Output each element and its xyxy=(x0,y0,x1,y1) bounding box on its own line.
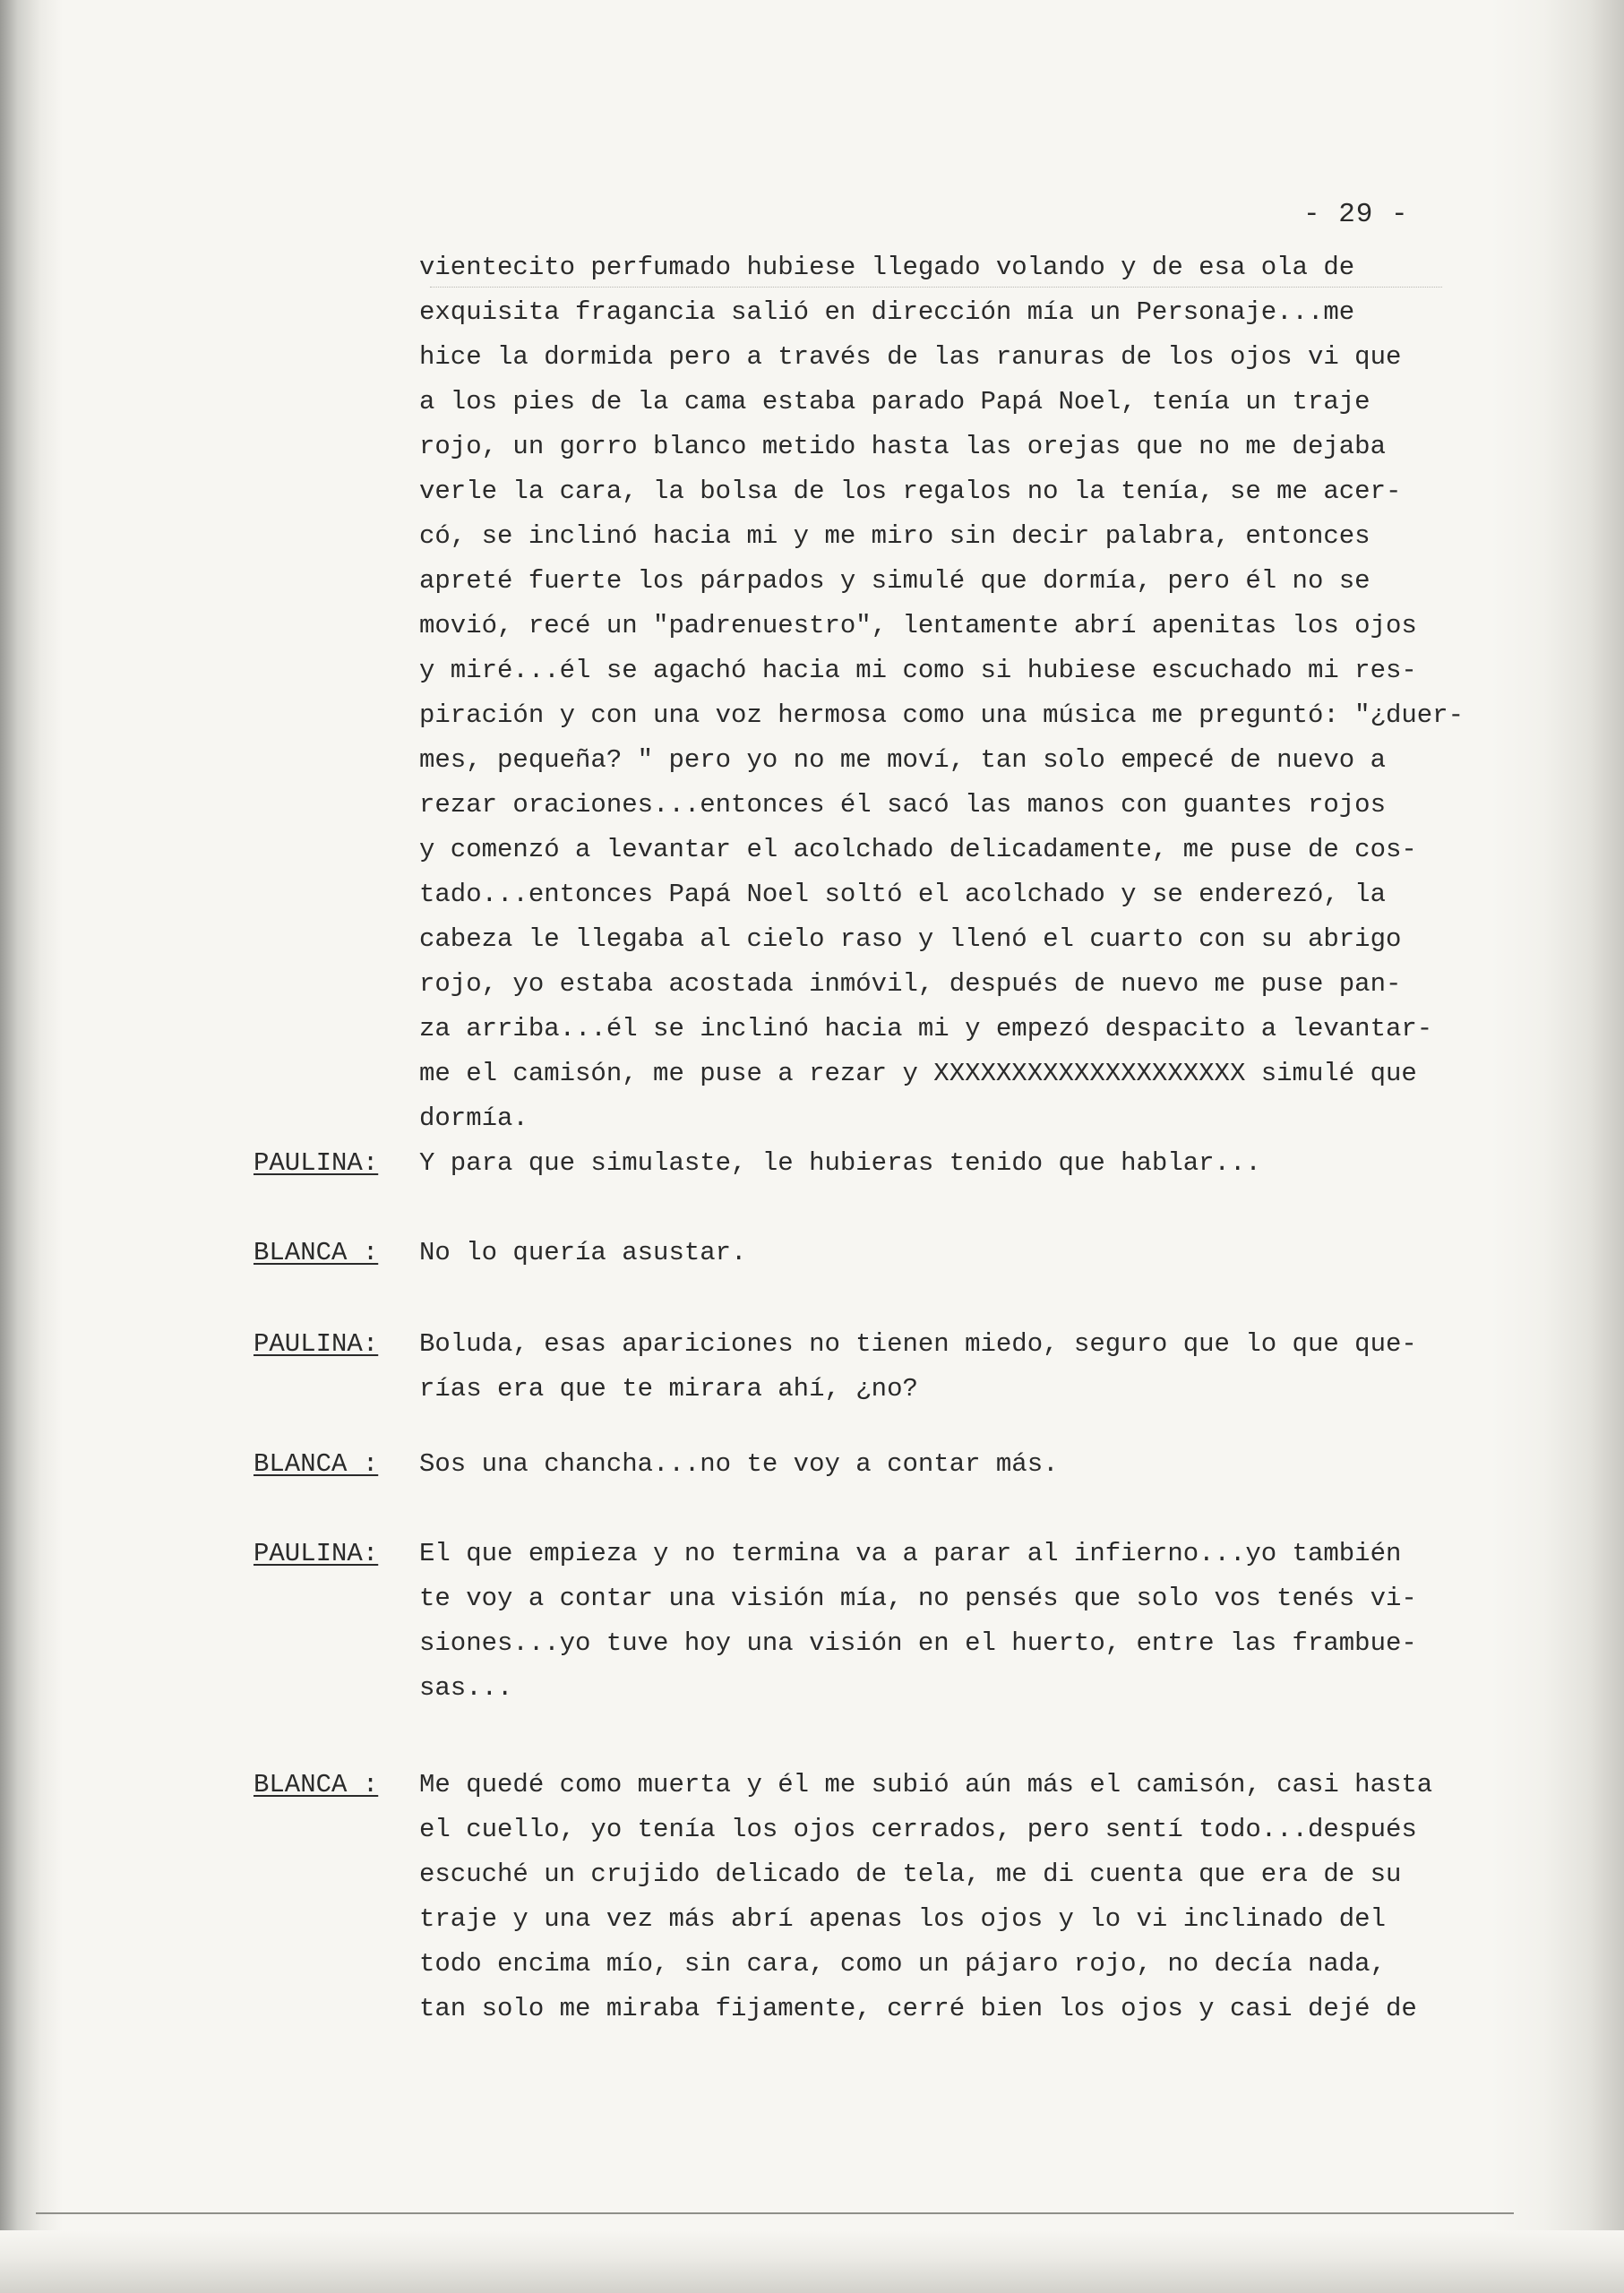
text-line: Boluda, esas apariciones no tienen miedo, seguro que lo que que- xyxy=(419,1329,1417,1359)
text-line: me el camisón, me puse a rezar y XXXXXXXXXXXXXXXXXXXX simulé que xyxy=(419,1059,1417,1088)
text-line: y comenzó a levantar el acolchado delicadamente, me puse de cos- xyxy=(419,835,1417,864)
text-line: todo encima mío, sin cara, como un pájaro rojo, no decía nada, xyxy=(419,1949,1386,1979)
text-line: rías era que te mirara ahí, ¿no? xyxy=(419,1374,918,1404)
text-line: traje y una vez más abrí apenas los ojos y lo vi inclinado del xyxy=(419,1904,1386,1934)
text-line: rojo, yo estaba acostada inmóvil, después de nuevo me puse pan- xyxy=(419,969,1402,999)
text-line: te voy a contar una visión mía, no pensés que solo vos tenés vi- xyxy=(419,1584,1417,1613)
text-line: có, se inclinó hacia mi y me miro sin decir palabra, entonces xyxy=(419,521,1371,551)
text-line: hice la dormida pero a través de las ranuras de los ojos vi que xyxy=(419,342,1402,372)
text-line: a los pies de la cama estaba parado Papá Noel, tenía un traje xyxy=(419,387,1371,417)
page-number: - 29 - xyxy=(1303,199,1409,230)
scan-bottom-rule xyxy=(36,2212,1514,2214)
text-line: vientecito perfumado hubiese llegado volando y de esa ola de xyxy=(419,253,1355,282)
text-line: Me quedé como muerta y él me subió aún más el camisón, casi hasta xyxy=(419,1770,1433,1799)
text-line: cabeza le llegaba al cielo raso y llenó el cuarto con su abrigo xyxy=(419,924,1402,954)
speaker-label: BLANCA : xyxy=(253,1449,379,1479)
scan-left-edge xyxy=(0,0,63,2293)
text-line: rezar oraciones...entonces él sacó las manos con guantes rojos xyxy=(419,790,1386,820)
speaker-label: BLANCA : xyxy=(253,1770,379,1799)
text-line: El que empieza y no termina va a parar al infierno...yo también xyxy=(419,1539,1402,1568)
text-line: siones...yo tuve hoy una visión en el huerto, entre las frambue- xyxy=(419,1628,1417,1658)
speaker-label: PAULINA: xyxy=(253,1539,379,1568)
scan-right-edge xyxy=(1490,0,1624,2293)
text-line: apreté fuerte los párpados y simulé que dormía, pero él no se xyxy=(419,566,1371,596)
speaker-label: PAULINA: xyxy=(253,1148,379,1178)
text-line: y miré...él se agachó hacia mi como si hubiese escuchado mi res- xyxy=(419,656,1417,685)
text-line: piración y con una voz hermosa como una música me preguntó: "¿duer- xyxy=(419,700,1464,730)
text-line: tado...entonces Papá Noel soltó el acolchado y se enderezó, la xyxy=(419,880,1386,909)
text-line: exquisita fragancia salió en dirección mía un Personaje...me xyxy=(419,297,1355,327)
text-line: verle la cara, la bolsa de los regalos no la tenía, se me acer- xyxy=(419,477,1402,506)
text-line: No lo quería asustar. xyxy=(419,1238,747,1267)
text-line: tan solo me miraba fijamente, cerré bien los ojos y casi dejé de xyxy=(419,1994,1417,2023)
scan-top-rule xyxy=(430,287,1442,288)
text-line: escuché un crujido delicado de tela, me di cuenta que era de su xyxy=(419,1859,1402,1889)
text-line: mes, pequeña? " pero yo no me moví, tan solo empecé de nuevo a xyxy=(419,745,1386,775)
text-line: sas... xyxy=(419,1673,513,1703)
text-line: rojo, un gorro blanco metido hasta las orejas que no me dejaba xyxy=(419,432,1386,461)
text-line: el cuello, yo tenía los ojos cerrados, pero sentí todo...después xyxy=(419,1815,1417,1844)
text-line: movió, recé un "padrenuestro", lentamente abrí apenitas los ojos xyxy=(419,611,1417,640)
speaker-label: PAULINA: xyxy=(253,1329,379,1359)
text-line: za arriba...él se inclinó hacia mi y empezó despacito a levantar- xyxy=(419,1014,1433,1043)
speaker-label: BLANCA : xyxy=(253,1238,379,1267)
text-line: Sos una chancha...no te voy a contar más. xyxy=(419,1449,1059,1479)
text-line: dormía. xyxy=(419,1104,528,1133)
scan-bottom-edge xyxy=(0,2230,1624,2293)
text-line: Y para que simulaste, le hubieras tenido que hablar... xyxy=(419,1148,1261,1178)
